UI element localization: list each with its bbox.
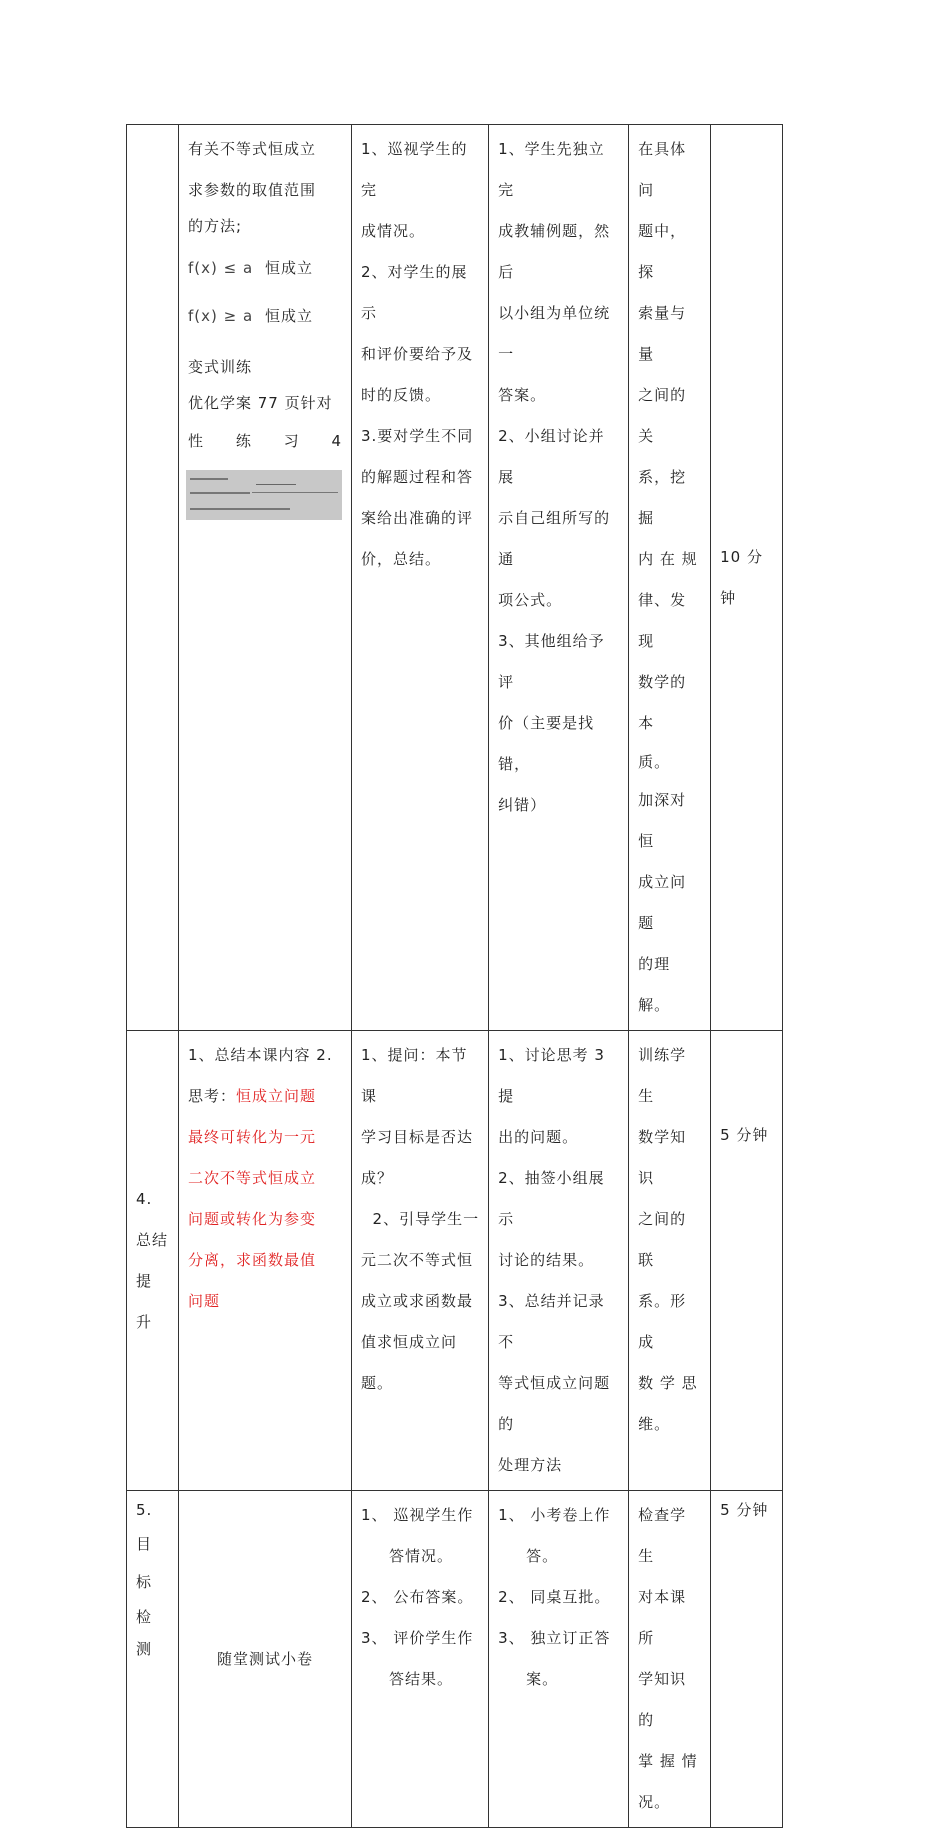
teacher-activity-cell (352, 125, 489, 1031)
teacher-line: 和评价要给予及 (361, 345, 474, 363)
purpose-line: 之间的联 (638, 1210, 687, 1269)
teacher-line: 3.要对学生不同 (361, 427, 474, 445)
student-line: 答案。 (498, 386, 547, 404)
student-line: 项公式。 (498, 591, 563, 609)
stage-cell (127, 1491, 179, 1828)
content-line: 的方法; (188, 217, 243, 235)
purpose-line: 检查学生 (638, 1506, 687, 1565)
item-text: 公布答案。 (393, 1588, 474, 1606)
purpose-line: 数学知识 (638, 1128, 687, 1187)
student-line: 等式恒成立问题的 (498, 1374, 611, 1433)
teacher-line: 题。 (361, 1374, 394, 1392)
table-row (127, 1491, 783, 1828)
teacher-line: 值求恒成立问 (361, 1333, 458, 1351)
quiz-label: 随堂测试小卷 (216, 1649, 313, 1668)
item-text: 巡视学生作 (393, 1506, 474, 1524)
content-line: 有关不等式恒成立 (188, 140, 317, 158)
practice-char: 习 (283, 432, 300, 450)
student-line: 出的问题。 (498, 1128, 579, 1146)
purpose-line: 之间的关 (638, 386, 687, 445)
student-line: 价（主要是找错， (498, 714, 595, 773)
purpose-line: 学知识的 (638, 1670, 687, 1729)
time-cell (711, 1491, 783, 1828)
purpose-line: 的理解。 (638, 955, 671, 1014)
item-number: 3、 (361, 1629, 388, 1647)
student-line: 成教辅例题，然后 (498, 222, 611, 281)
purpose-line: 律、发现 (638, 591, 687, 650)
highlight-line: 问题或转化为参变 (188, 1210, 317, 1228)
purpose-line: 维。 (638, 1415, 671, 1433)
student-line: 示自己组所写的通 (498, 509, 611, 568)
teacher-line: 成立或求函数最 (361, 1292, 474, 1310)
purpose-cell (629, 1031, 711, 1491)
numbered-item (361, 1495, 479, 1536)
student-line: 以小组为单位统一 (498, 304, 611, 363)
purpose-line: 系，挖掘 (638, 468, 687, 527)
student-line: 处理方法 (498, 1456, 563, 1474)
time-value: 10 分钟 (720, 547, 763, 607)
item-number: 3、 (498, 1629, 525, 1647)
purpose-line: 对本课所 (638, 1588, 687, 1647)
item-text: 独立订正答 (530, 1629, 611, 1647)
lesson-plan-table (126, 124, 783, 1828)
formula: f(x) ≤ a (188, 259, 254, 277)
practice-char: 练 (235, 432, 252, 450)
formula-suffix: 恒成立 (264, 259, 313, 277)
item-text: 答情况。 (389, 1547, 454, 1565)
content-line (188, 1076, 342, 1117)
teacher-line: 价，总结。 (361, 550, 442, 568)
formula: f(x) ≥ a (188, 307, 254, 325)
practice-char: 性 (188, 432, 205, 450)
teacher-line: 成情况。 (361, 222, 426, 240)
practice-line (188, 421, 342, 462)
purpose-line: 题中，探 (638, 222, 687, 281)
content-cell (179, 1031, 352, 1491)
purpose-line: 掌 握 情 (638, 1752, 698, 1770)
numbered-item (361, 1618, 479, 1659)
time-value: 5 分钟 (720, 1126, 769, 1144)
stage-line: 总结提 (136, 1230, 169, 1290)
highlight-line: 问题 (188, 1292, 221, 1310)
teacher-line: 1、巡视学生的完 (361, 140, 468, 199)
numbered-item (498, 1577, 619, 1618)
teacher-activity-cell (352, 1031, 489, 1491)
content-line: 变式训练 (188, 358, 253, 376)
time-value: 5 分钟 (720, 1501, 769, 1519)
content-line: 求参数的取值范围 (188, 181, 317, 199)
student-line: 2、小组讨论并展 (498, 427, 605, 486)
purpose-line: 索量与量 (638, 304, 687, 363)
stage-line: 检 测 (136, 1608, 153, 1658)
content-cell (179, 125, 352, 1031)
purpose-line: 在具体问 (638, 140, 687, 199)
teacher-line: 2、对学生的展示 (361, 263, 468, 322)
teacher-line: 2、引导学生一 (361, 1210, 480, 1228)
item-text: 评价学生作 (393, 1629, 474, 1647)
item-text: 答。 (526, 1547, 559, 1565)
teacher-line: 1、提问：本节课 (361, 1046, 468, 1105)
highlight-line: 二次不等式恒成立 (188, 1169, 317, 1187)
stage-line: 5. (136, 1501, 153, 1519)
student-activity-cell (489, 1031, 629, 1491)
table-row (127, 1031, 783, 1491)
student-line: 1、学生先独立完 (498, 140, 605, 199)
stage-cell (127, 125, 179, 1031)
content-text: 思考： (188, 1087, 237, 1105)
formula-suffix: 恒成立 (264, 307, 313, 325)
content-line: 1、总结本课内容 2. (188, 1046, 333, 1064)
time-cell (711, 125, 783, 1031)
teacher-line: 元二次不等式恒 (361, 1251, 474, 1269)
formula-line (188, 253, 342, 283)
student-line: 1、讨论思考 3 提 (498, 1046, 605, 1105)
teacher-line: 案给出准确的评 (361, 509, 474, 527)
purpose-line: 加深对恒 (638, 791, 687, 850)
teacher-line: 时的反馈。 (361, 386, 442, 404)
purpose-line: 数学的本 (638, 673, 687, 732)
item-text: 答结果。 (389, 1670, 454, 1688)
purpose-line: 内 在 规 (638, 550, 698, 568)
student-line: 讨论的结果。 (498, 1251, 595, 1269)
student-line: 3、其他组给予评 (498, 632, 605, 691)
purpose-cell (629, 125, 711, 1031)
highlight-line: 最终可转化为一元 (188, 1128, 317, 1146)
numbered-item (498, 1495, 619, 1536)
purpose-line: 系。形成 (638, 1292, 687, 1351)
purpose-line: 质。 (638, 753, 671, 771)
purpose-cell (629, 1491, 711, 1828)
item-text: 小考卷上作 (530, 1506, 611, 1524)
item-number: 1、 (361, 1506, 388, 1524)
student-line: 3、总结并记录不 (498, 1292, 605, 1351)
stage-cell (127, 1031, 179, 1491)
numbered-item (361, 1577, 479, 1618)
student-activity-cell (489, 1491, 629, 1828)
highlight-line: 分离，求函数最值 (188, 1251, 317, 1269)
purpose-line: 训练学生 (638, 1046, 687, 1105)
time-cell (711, 1031, 783, 1491)
item-text: 同桌互批。 (530, 1588, 611, 1606)
purpose-line: 数 学 思 (638, 1374, 698, 1392)
numbered-item (498, 1618, 619, 1659)
item-number: 2、 (361, 1588, 388, 1606)
table-row (127, 125, 783, 1031)
teacher-activity-cell (352, 1491, 489, 1828)
content-line: 优化学案 77 页针对 (188, 394, 333, 412)
teacher-line: 成？ (361, 1169, 394, 1187)
item-text: 案。 (526, 1670, 559, 1688)
student-line: 纠错） (498, 796, 547, 814)
student-line: 2、抽签小组展示 (498, 1169, 605, 1228)
item-number: 1、 (498, 1506, 525, 1524)
content-cell (179, 1491, 352, 1828)
highlight-text: 恒成立问题 (236, 1087, 317, 1105)
formula-line (188, 301, 342, 331)
teacher-line: 的解题过程和答 (361, 468, 474, 486)
stage-line: 4. (136, 1189, 153, 1208)
item-number: 2、 (498, 1588, 525, 1606)
stage-line: 升 (136, 1312, 153, 1331)
teacher-line: 学习目标是否达 (361, 1128, 474, 1146)
stage-line: 目 标 (136, 1535, 153, 1591)
practice-char: 4 (331, 432, 342, 450)
purpose-line: 况。 (638, 1793, 671, 1811)
student-activity-cell (489, 125, 629, 1031)
purpose-line: 成立问题 (638, 873, 687, 932)
exercise-scan-image (186, 470, 342, 520)
